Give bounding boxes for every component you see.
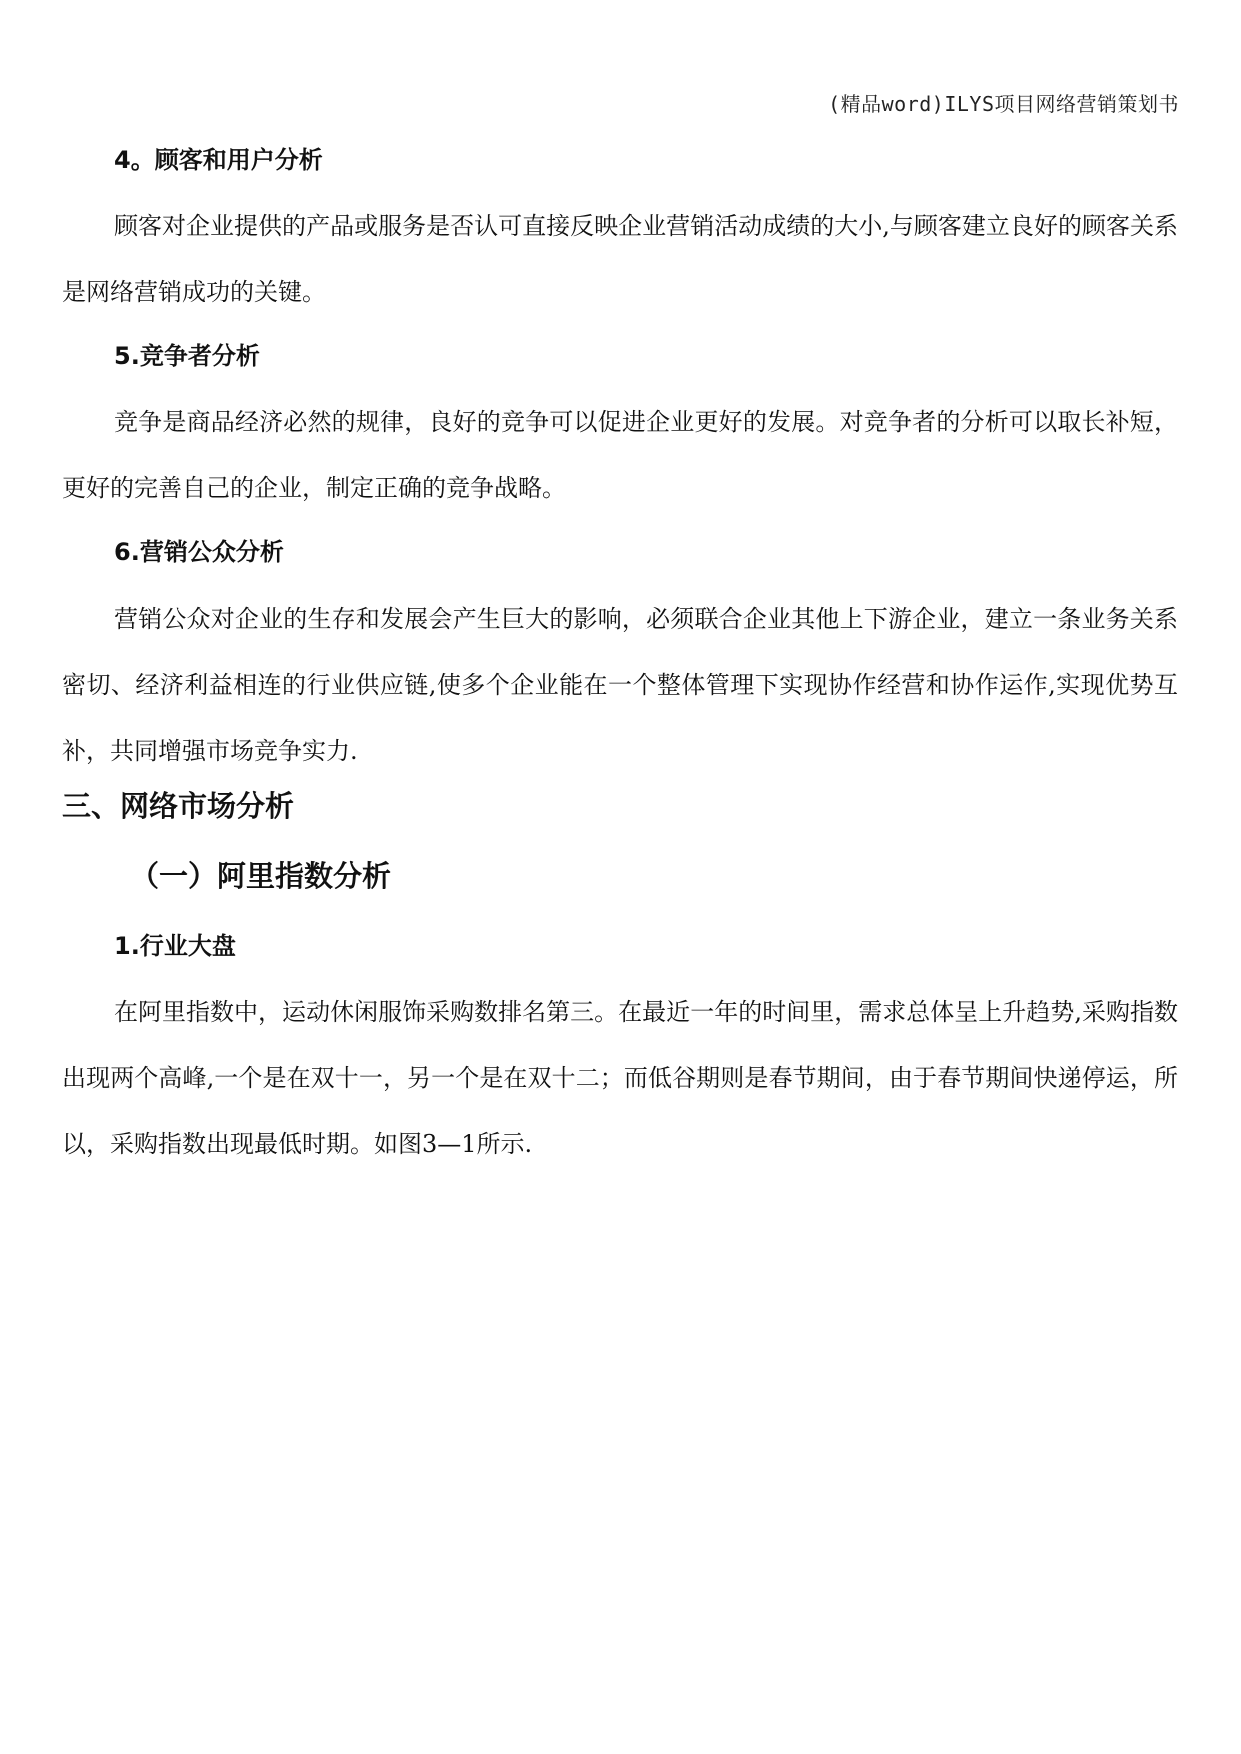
section-4-heading: 4。顾客和用户分析 bbox=[114, 146, 323, 174]
item-1-heading: 1.行业大盘 bbox=[114, 932, 236, 960]
section-4-paragraph: 顾客对企业提供的产品或服务是否认可直接反映企业营销活动成绩的大小,与顾客建立良好的顾客关系是网络营销成功的关键。 bbox=[62, 212, 1178, 306]
section-6-heading: 6.营销公众分析 bbox=[114, 538, 284, 566]
subsection-1-heading: （一）阿里指数分析 bbox=[130, 859, 392, 893]
part-3-heading: 三、网络市场分析 bbox=[62, 789, 295, 823]
section-5-heading: 5.竞争者分析 bbox=[114, 342, 260, 370]
section-5-paragraph: 竞争是商品经济必然的规律，良好的竞争可以促进企业更好的发展。对竞争者的分析可以取长补短，更好的完善自己的企业，制定正确的竞争战略。 bbox=[62, 408, 1178, 502]
item-1-paragraph: 在阿里指数中，运动休闲服饰采购数排名第三。在最近一年的时间里，需求总体呈上升趋势,采购指数出现两个高峰,一个是在双十一，另一个是在双十二；而低谷期则是春节期间，由于春节期间快递停运，所以，采购指数出现最低时期。如图3—1所示. bbox=[62, 998, 1178, 1158]
section-6-paragraph: 营销公众对企业的生存和发展会产生巨大的影响，必须联合企业其他上下游企业，建立一条业务关系密切、经济利益相连的行业供应链,使多个企业能在一个整体管理下实现协作经营和协作运作,实现优势互补，共同增强市场竞争实力. bbox=[62, 605, 1178, 765]
running-header: (精品word)ILYS项目网络营销策划书 bbox=[828, 92, 1179, 116]
